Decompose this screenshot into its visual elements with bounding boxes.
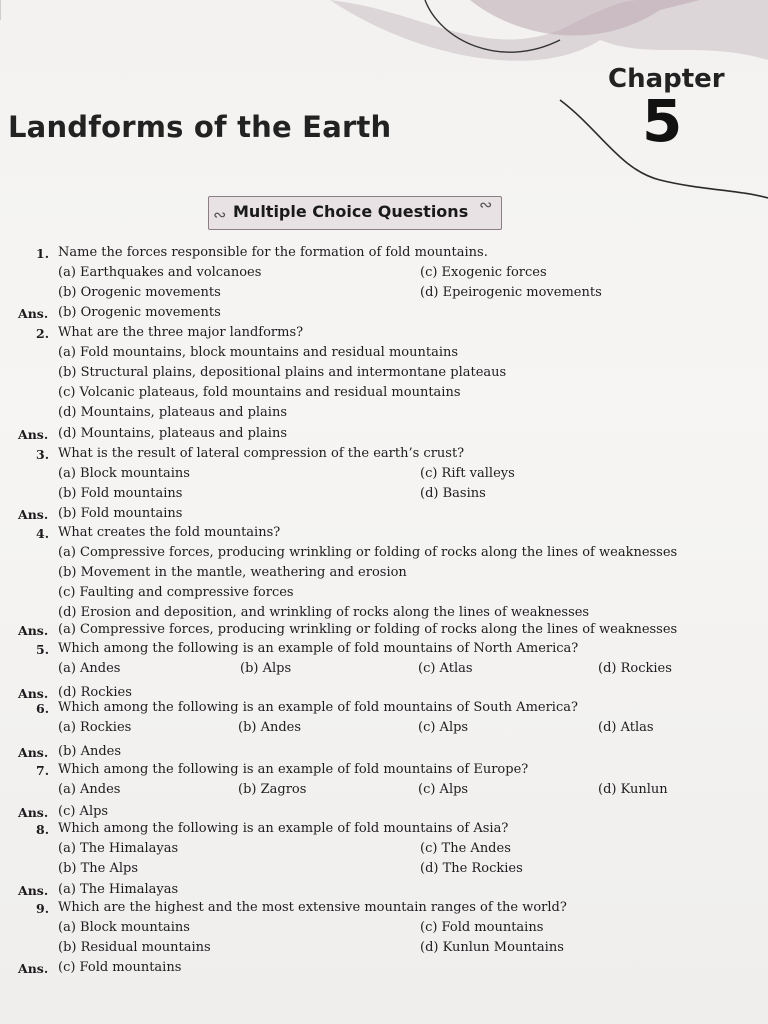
option-text: (c) Faulting and compressive forces [58,585,294,600]
option-text: (a) Rockies [58,720,132,735]
question-number: 2. [36,326,50,341]
answer-label: Ans. [18,745,49,760]
answer-text: (b) Andes [58,744,122,759]
option-text: (a) Fold mountains, block mountains and residual mountains [58,345,459,360]
question-text: Which among the following is an example of fold mountains of South America? [58,700,578,715]
option-text: (b) The Alps [58,861,139,876]
answer-label: Ans. [18,883,49,898]
option-text: (d) The Rockies [420,861,523,876]
question-text: Which among the following is an example of fold mountains of Asia? [58,821,509,836]
option-text: (c) Rift valleys [420,466,515,481]
option-text: (d) Atlas [598,720,654,735]
chapter-number: 5 [642,87,683,155]
question-number: 3. [36,447,50,462]
answer-label: Ans. [18,961,49,976]
chapter-label: Chapter [608,64,725,94]
question-text: Which among the following is an example of fold mountains of North America? [58,641,579,656]
question-number: 4. [36,526,50,541]
option-text: (b) Fold mountains [58,486,183,501]
option-text: (a) Andes [58,782,121,797]
question-text: What is the result of lateral compression of the earth’s crust? [58,446,465,461]
option-text: (a) Andes [58,661,121,676]
option-text: (a) Earthquakes and volcanoes [58,265,262,280]
answer-text: (d) Rockies [58,685,132,700]
option-text: (a) The Himalayas [58,841,179,856]
option-text: (a) Compressive forces, producing wrinkling or folding of rocks along the lines of weaknesses [58,545,678,560]
answer-text: (c) Alps [58,804,109,819]
answer-label: Ans. [18,507,49,522]
option-text: (b) Residual mountains [58,940,211,955]
page-title: Landforms of the Earth [8,110,392,144]
option-text: (c) Atlas [418,661,473,676]
question-number: 8. [36,822,50,837]
option-text: (b) Structural plains, depositional plains and intermontane plateaus [58,365,507,380]
option-text: (b) Alps [240,661,292,676]
answer-text: (c) Fold mountains [58,960,182,975]
answer-label: Ans. [18,805,49,820]
section-title: Multiple Choice Questions [233,202,469,221]
option-text: (c) The Andes [420,841,511,856]
option-text: (a) Block mountains [58,920,190,935]
option-text: (b) Movement in the mantle, weathering and erosion [58,565,407,580]
option-text: (d) Epeirogenic movements [420,285,602,300]
option-text: (b) Orogenic movements [58,285,221,300]
question-text: What creates the fold mountains? [58,525,281,540]
answer-text: (b) Fold mountains [58,506,183,521]
option-text: (c) Fold mountains [420,920,544,935]
answer-text: (a) The Himalayas [58,882,179,897]
question-text: Which among the following is an example of fold mountains of Europe? [58,762,529,777]
option-text: (d) Basins [420,486,486,501]
answer-label: Ans. [18,306,49,321]
answer-text: (a) Compressive forces, producing wrinkling or folding of rocks along the lines of weaknesses [58,622,678,637]
option-text: (b) Andes [238,720,302,735]
option-text: (c) Volcanic plateaus, fold mountains and residual mountains [58,385,461,400]
option-text: (b) Zagros [238,782,307,797]
question-number: 7. [36,763,50,778]
option-text: (c) Alps [418,782,469,797]
swirl-left-icon: ∾ [213,205,227,224]
question-text: What are the three major landforms? [58,325,304,340]
answer-text: (d) Mountains, plateaus and plains [58,426,288,441]
question-number: 6. [36,701,50,716]
option-text: (d) Mountains, plateaus and plains [58,405,288,420]
option-text: (d) Kunlun Mountains [420,940,564,955]
option-text: (a) Block mountains [58,466,190,481]
option-text: (d) Rockies [598,661,672,676]
question-text: Which are the highest and the most extensive mountain ranges of the world? [58,900,567,915]
option-text: (d) Erosion and deposition, and wrinkling of rocks along the lines of weaknesses [58,605,590,620]
answer-label: Ans. [18,623,49,638]
option-text: (d) Kunlun [598,782,668,797]
question-number: 1. [36,246,50,261]
question-number: 9. [36,901,50,916]
option-text: (c) Exogenic forces [420,265,547,280]
answer-label: Ans. [18,427,49,442]
option-text: (c) Alps [418,720,469,735]
question-text: Name the forces responsible for the formation of fold mountains. [58,245,488,260]
answer-text: (b) Orogenic movements [58,305,221,320]
swirl-right-icon: ∾ [479,195,493,214]
answer-label: Ans. [18,686,49,701]
question-number: 5. [36,642,50,657]
